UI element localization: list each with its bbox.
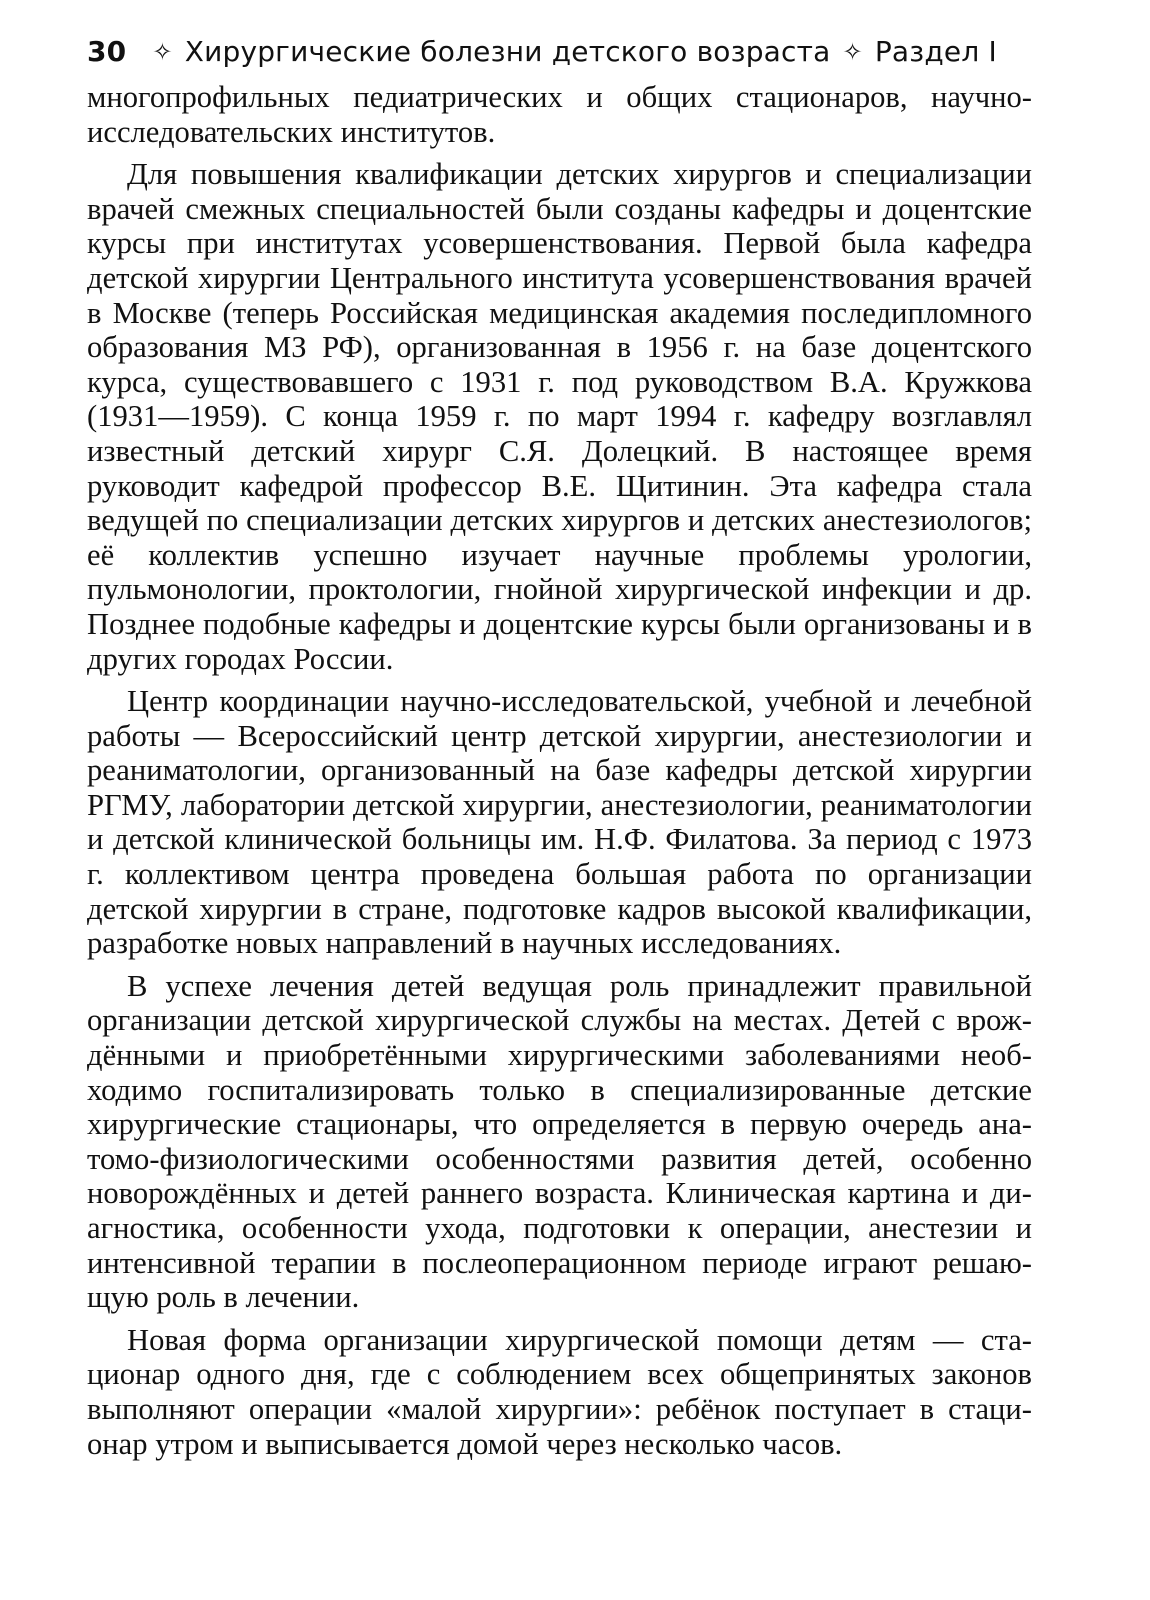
paragraph-qualification: Для повышения квалификации детских хирургов и специализации врачей смежных специальностей были созданы кафедры и доцентские курсы при институтах усовершенствования. Первой была кафедра детской хирургии Центрального института усовершенствования врачей в Москве (теперь Российская медицинская академия последипломного образования МЗ РФ), организованная в 1956 г. на базе доцентского курса, существовавшего с 1931 г. под руководством В.А. Кружкова (1931—1959). С конца 1959 г. по март 1994 г. кафедру возглавлял известный детский хирург С.Я. Долецкий. В настоящее время руководит кафедрой профессор В.Е. Щитинин. Эта кафедра стала ведущей по специализации детских хирургов и детских анестезиологов; её коллектив успешно изучает научные проблемы урологии, пульмонологии, проктологии, гнойной хирургической инфекции и др. Позднее подобные кафедры и доцентские курсы были организованы и в других городах России.	[87, 157, 1032, 676]
diamond-separator-icon: ✧	[842, 38, 863, 66]
paragraph-continuation: многопрофильных педиатрических и общих стационаров, научно-исследовательских институтов.	[87, 80, 1032, 149]
paragraph-local-organization: В успехе лечения детей ведущая роль принадлежит правильной организации детской хирургической службы на местах. Детей с врождёнными и приобретёнными хирургическими заболеваниями необходимо госпитализировать только в специализированные детские хирургические стационары, что определяется в первую очередь анатомо-физиологическими особенностями развития детей, особенно новорождённых и детей раннего возраста. Клиническая картина и диагностика, особенности ухода, подготовки к операции, анестезии и интенсивной терапии в послеоперационном периоде играют решающую роль в лечении.	[87, 968, 1032, 1315]
section-label: Раздел I	[874, 35, 997, 68]
page-number: 30	[87, 35, 127, 68]
diamond-separator-icon: ✧	[152, 38, 173, 66]
body-text	[87, 80, 1032, 1461]
book-page	[87, 34, 1032, 1469]
paragraph-coordination-center: Центр координации научно-исследовательской, учебной и лечебной работы — Всероссийский центр детской хирургии, анестезиологии и реаниматологии, организованный на базе кафедры детской хирургии РГМУ, лаборатории детской хирургии, анестезиологии, реаниматологии и детской клинической больницы им. Н.Ф. Филатова. За период с 1973 г. коллективом центра проведена большая работа по организации детской хирургии в стране, подготовке кадров высокой квалификации, разработке новых направлений в научных исследованиях.	[87, 684, 1032, 961]
book-title: Хирургические болезни детского возраста	[184, 35, 831, 68]
running-header	[87, 34, 1032, 70]
paragraph-day-hospital: Новая форма организации хирургической помощи детям — стационар одного дня, где с соблюдением всех общепринятых законов выполняют операции «малой хирургии»: ребёнок поступает в стационар утром и выписывается домой через несколько часов.	[87, 1322, 1032, 1461]
